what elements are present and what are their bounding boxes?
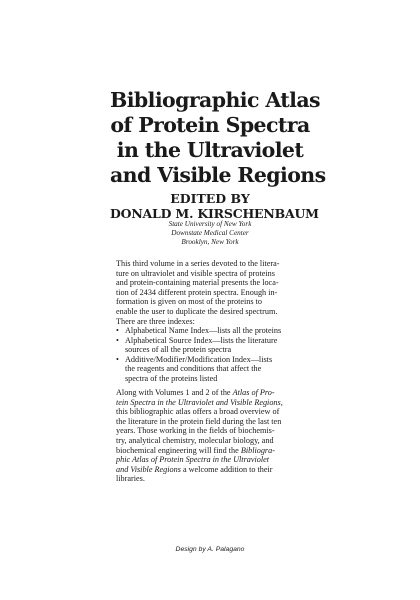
text-line: enable the user to duplicate the desired spectrum.	[116, 306, 278, 316]
book-title-italic: phic Atlas of Protein Spectra in the Ultraviolet	[116, 455, 270, 465]
text-line	[116, 455, 330, 465]
title-line: and Visible Regions	[110, 163, 326, 187]
text-line	[116, 465, 330, 475]
text-line: tion of 2434 different protein spectra. Enough in-	[116, 287, 278, 297]
intro-paragraph	[116, 259, 330, 326]
book-title-italic: and Visible Regions	[116, 464, 181, 474]
title-line: Bibliographic Atlas	[110, 88, 320, 112]
text-line	[116, 388, 330, 398]
title-block	[110, 88, 326, 221]
text-line: This third volume in a series devoted to the litera-	[116, 259, 280, 268]
closing-paragraph	[116, 388, 330, 484]
book-title-italic: Atlas of Pro-	[232, 388, 275, 397]
design-credit: Design by A. Palagano	[175, 546, 245, 553]
editor-name: DONALD M. KIRSCHENBAUM	[110, 206, 319, 221]
text-line	[116, 398, 330, 408]
text-line: libraries.	[116, 474, 145, 484]
text-line: the reagents and conditions that affect the	[125, 364, 262, 374]
affiliation-line: State University of New York	[168, 220, 252, 228]
text-line: sources of all the protein spectra	[125, 345, 232, 355]
text-line: the literature in the protein field during the last ten	[116, 416, 282, 426]
text-line: There are three indexes:	[116, 316, 195, 326]
text-line: Additive/Modifier/Modification Index—lists	[125, 354, 273, 364]
text-line: this bibliographic atlas offers a broad overview of	[116, 407, 280, 417]
text-line: years. Those working in the fields of biochemis-	[116, 426, 275, 436]
bullet-icon: •	[116, 335, 119, 345]
text-span: a welcome addition to their	[180, 464, 273, 474]
text-span: Along with Volumes 1 and 2 of the	[116, 388, 233, 397]
book-title-italic: Bibliogra-	[240, 445, 275, 455]
index-list	[116, 326, 330, 384]
editor-affiliation	[140, 220, 280, 247]
title-line: of Protein Spectra	[110, 113, 310, 137]
text-line: Alphabetical Source Index—lists the literature	[125, 335, 278, 345]
text-line: ture on ultraviolet and visible spectra of proteins	[116, 268, 275, 278]
text-line: try, analytical chemistry, molecular biology, and	[116, 435, 274, 445]
list-item	[116, 355, 330, 384]
list-item	[116, 336, 330, 355]
text-span: biochemical engineering will find the	[116, 445, 241, 455]
text-line: and protein-containing material presents the loca-	[116, 278, 279, 288]
edited-by-label: EDITED BY	[170, 191, 250, 206]
affiliation-line: Brooklyn, New York	[181, 238, 239, 246]
book-title-italic: tein Spectra in the Ultraviolet and Visible Regions,	[116, 397, 283, 407]
list-item	[116, 326, 330, 336]
bullet-icon: •	[116, 354, 119, 364]
text-line: spectra of the proteins listed	[125, 373, 218, 383]
text-line	[116, 446, 330, 456]
title-line: in the Ultraviolet	[116, 138, 304, 162]
bullet-icon: •	[116, 326, 119, 335]
affiliation-line: Downstate Medical Center	[171, 229, 249, 237]
text-line: Alphabetical Name Index—lists all the proteins	[125, 326, 282, 335]
text-line: formation is given on most of the proteins to	[116, 297, 262, 307]
